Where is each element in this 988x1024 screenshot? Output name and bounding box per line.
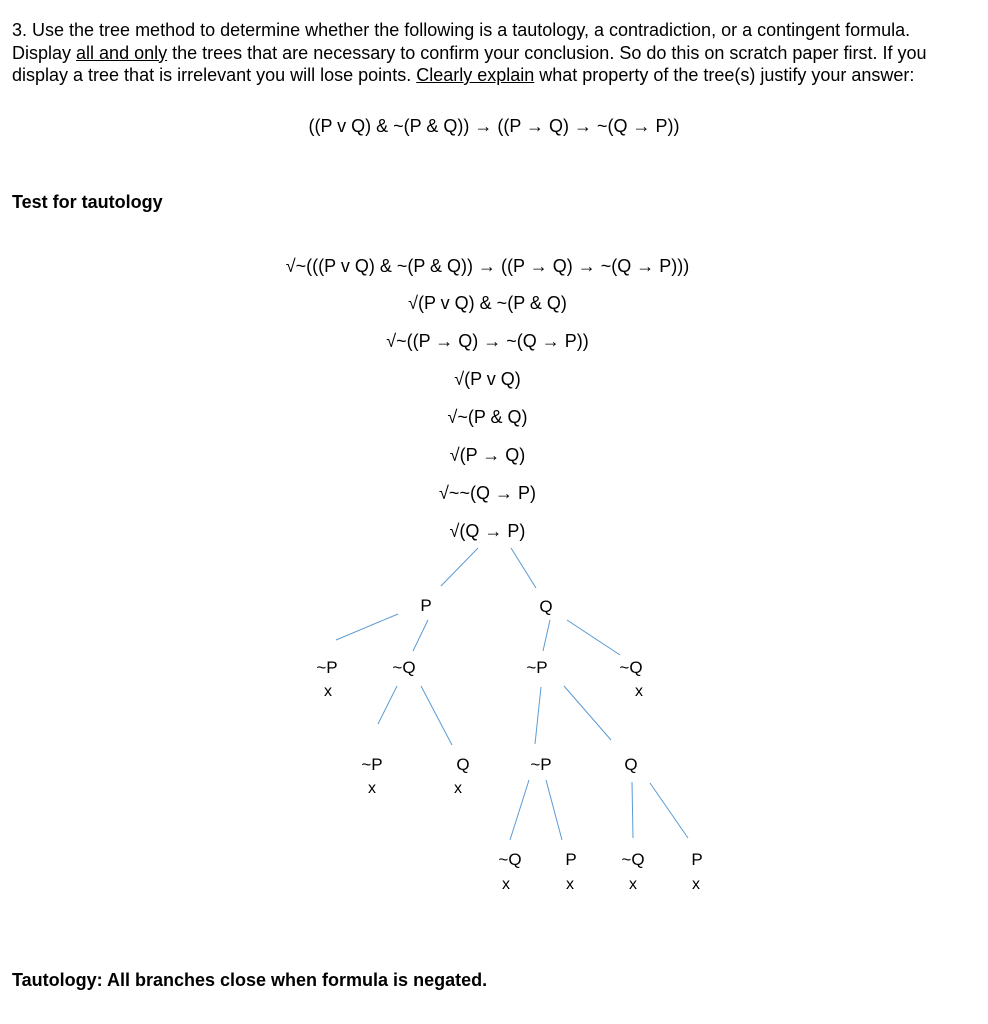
closed-mark: x (324, 683, 332, 700)
section-heading: Test for tautology (12, 192, 163, 212)
branch-line (632, 782, 633, 838)
branch-line (511, 548, 536, 588)
closed-mark: x (454, 780, 462, 797)
clearly-explain-emphasis: Clearly explain (416, 65, 535, 85)
node-q-lr: Q (456, 755, 470, 774)
conclusion: Tautology: All branches close when formula is negated. (12, 970, 488, 990)
closed-mark: x (566, 876, 574, 893)
tree-line-2: √(P v Q) & ~(P & Q) (408, 293, 567, 313)
branch-line (421, 686, 452, 745)
branch-line (336, 614, 398, 640)
branch-line (413, 620, 428, 651)
question-end: what property of the tree(s) justify your answer: (534, 65, 915, 85)
tree-line-7: √~~(Q → P) (439, 483, 536, 503)
node-notq-2: ~Q (621, 850, 645, 869)
question-middle: the trees that are necessary to confirm your conclusion. So do this on scratch paper first. If you display a tree that is irrelevant you will lose points. (12, 42, 927, 85)
question-intro: 3. Use the tree method to determine whether the following is a tautology, a contradiction, or a contingent formula. Display (12, 20, 911, 63)
branch-line (546, 780, 562, 840)
tree-line-4: √(P v Q) (454, 369, 521, 389)
node-notp-left: ~P (316, 658, 338, 677)
closed-mark: x (635, 683, 643, 700)
tree-line-8: √(Q → P) (449, 521, 526, 541)
node-notq-1: ~Q (498, 850, 522, 869)
branch-line (535, 687, 541, 744)
closed-mark: x (502, 876, 510, 893)
target-formula: ((P v Q) & ~(P & Q)) → ((P → Q) → ~(Q → P)) (308, 116, 680, 136)
node-notp-right: ~P (526, 658, 548, 677)
branch-line (543, 620, 550, 651)
branch-line (510, 780, 529, 840)
branch-line (650, 783, 688, 838)
branch-line (567, 620, 620, 655)
node-p-branch: P (420, 596, 432, 615)
node-q-rr: Q (624, 755, 638, 774)
node-notq-left: ~Q (392, 658, 416, 677)
node-notq-right: ~Q (619, 658, 643, 677)
tree-line-3: √~((P → Q) → ~(Q → P)) (386, 331, 589, 351)
all-and-only-emphasis: all and only (76, 42, 168, 63)
closed-mark: x (368, 780, 376, 797)
tree-line-5: √~(P & Q) (447, 407, 528, 427)
branch-line (378, 686, 397, 724)
node-p-1: P (565, 850, 577, 869)
node-notp-ll: ~P (361, 755, 383, 774)
branch-line (564, 686, 611, 740)
node-q-branch: Q (539, 597, 553, 616)
branch-line (441, 548, 478, 586)
closed-mark: x (629, 876, 637, 893)
tree-line-6: √(P → Q) (449, 445, 526, 465)
tree-line-1: √~(((P v Q) & ~(P & Q)) → ((P → Q) → ~(Q → P))) (285, 256, 690, 276)
node-notp-rl: ~P (530, 755, 552, 774)
closed-mark: x (692, 876, 700, 893)
node-p-2: P (691, 850, 703, 869)
